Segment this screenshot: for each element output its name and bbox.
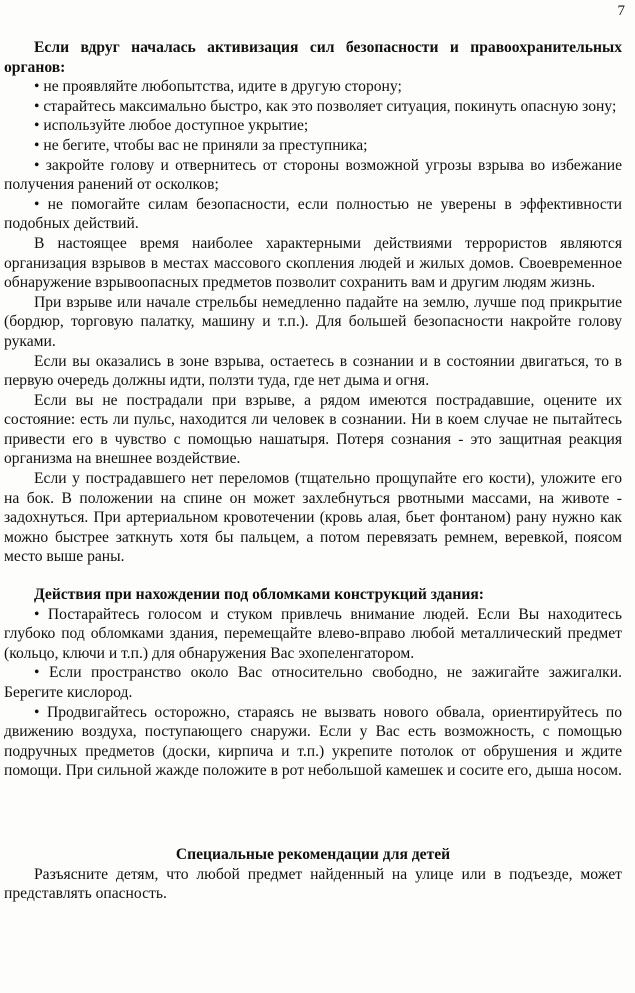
bullet-item: • не помогайте силам безопасности, если полностью не уверены в эффективности подобных действий. xyxy=(4,195,622,233)
paragraph: В настоящее время наиболее характерными действиями террористов являются организация взрывов в местах массового скопления людей и жилых домов. Своевременное обнаружение взрывоопасных предметов позволит сохранить вам и другим людям жизнь. xyxy=(4,234,622,292)
bullet-item: • Продвигайтесь осторожно, стараясь не вызвать нового обвала, ориентируйтесь по движению воздуха, поступающего снаружи. Если у Вас есть возможность, с помощью подручных предметов (доски, кирпича и т.п.) укрепите потолок от обрушения и ждите помощи. При сильной жажде положите в рот небольшой камешек и сосите его, дыша носом. xyxy=(4,703,622,780)
paragraph: Разъясните детям, что любой предмет найденный на улице или в подъезде, может представлять опасность. xyxy=(4,865,622,903)
bullet-item: • Если пространство около Вас относительно свободно, не зажигайте зажигалки. Берегите кислород. xyxy=(4,664,622,701)
bullet-item: • не бегите, чтобы вас не приняли за преступника; xyxy=(34,136,368,154)
page-number: 7 xyxy=(617,3,625,19)
section-heading-under-debris: Действия при нахождении под обломками конструкций здания: xyxy=(34,586,484,604)
paragraph: При взрыве или начале стрельбы немедленно падайте на землю, лучше под прикрытие (бордюр, торговую палатку, машину и т.п.). Для большей безопасности накройте голову руками. xyxy=(4,293,622,350)
section-heading-children: Специальные рекомендации для детей xyxy=(175,845,451,863)
bullet-item: • Постарайтесь голосом и стуком привлечь внимание людей. Если Вы находитесь глубоко под обломками здания, перемещайте влево-вправо любой металлический предмет (кольцо, ключи и т.п.) для обнаружения Вас эхопеленгатором. xyxy=(4,605,622,662)
paragraph: Если вы не пострадали при взрыве, а рядом имеются пострадавшие, оцените их состояние: есть ли пульс, находится ли человек в сознании. Ни в коем случае не пытайтесь привести его в чувство с помощью нашатыря. Потеря сознания - это защитная реакция организма на внешнее воздействие. xyxy=(4,391,622,468)
spacer xyxy=(4,567,622,585)
paragraph: Если у пострадавшего нет переломов (тщательно прощупайте его кости), уложите его на бок. В положении на спине он может захлебнуться рвотными массами, на животе - задохнуться. При артериальном кровотечении (кровь алая, бьет фонтаном) рану нужно как можно быстрее заткнуть хотя бы пальцем, а потом перевязать ремнем, веревкой, поясом место выше раны. xyxy=(4,470,622,566)
bullet-item: • старайтесь максимально быстро, как это позволяет ситуация, покинуть опасную зону; xyxy=(34,97,617,115)
bullet-item: • закройте голову и отвернитесь от стороны возможной угрозы взрыва во избежание получения ранений от осколков; xyxy=(4,156,622,194)
document-body xyxy=(4,38,622,904)
spacer xyxy=(4,781,622,845)
bullet-item: • используйте любое доступное укрытие; xyxy=(34,117,309,135)
paragraph: Если вы оказались в зоне взрыва, остаетесь в сознании и в состоянии двигаться, то в первую очередь должны идти, ползти туда, где нет дыма и огня. xyxy=(4,352,622,390)
section-heading-security-activation: Если вдруг началась активизация сил безопасности и правоохранительных органов: xyxy=(4,39,622,76)
bullet-item: • не проявляйте любопытства, идите в другую сторону; xyxy=(34,78,402,96)
